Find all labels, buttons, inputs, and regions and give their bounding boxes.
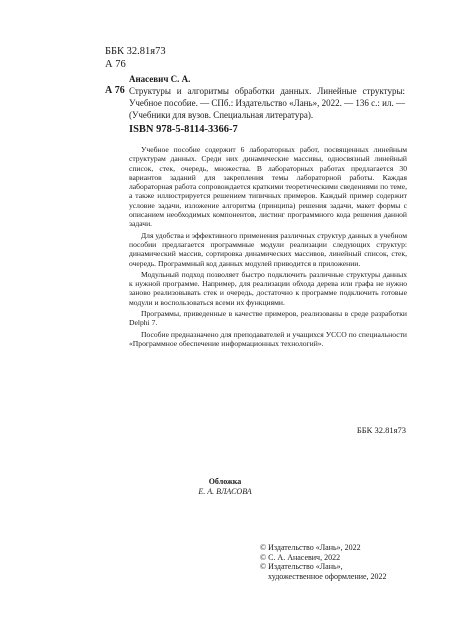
annotation-paragraph: Учебное пособие содержит 6 лабораторных работ, посвященных линейным структурам данных. Среди них динамические массивы, односвязный линейный список, стек, очередь, множества. В лабораторных работах предлагается 30 вариантов заданий для закрепления темы лабораторной работы. Каждая лабораторная работа сопровождается краткими теоретическими сведениями по теме, а также иллюстрируется решением типичных примеров. Каждый пример содержит условие задачи, изложение алгоритма (принципа) решения задачи, макет формы с описанием необходимых компонентов, листинг программного кода решения данной задачи.: [129, 145, 407, 229]
bbk-header: [105, 45, 166, 71]
copyright-line: © Издательство «Лань», 2022: [260, 543, 361, 552]
annotation-paragraph: Программы, приведенные в качестве примеров, реализованы в среде разработки Delphi 7.: [129, 309, 407, 328]
annotation-paragraph: Модульный подход позволяет быстро подключить различные структуры данных к нужной программе. Например, для реализации обхода дерева или графа не нужно заново реализовывать стек и очередь, достаточно к программе подключить готовые модули и воспользоваться всеми их функциями.: [129, 269, 407, 307]
author-name: Анасевич С. А.: [129, 74, 191, 84]
annotation-paragraph: Для удобства и эффективного применения различных структур данных в учебном пособии предлагается программные модули реализации следующих структур: динамический массив, сортировка динамических массивов, линейный список, стек, очередь. Программный код данных модулей приводится в приложении.: [129, 230, 407, 268]
copyright-line: © Издательство «Лань»,: [260, 562, 343, 572]
cover-label: Обложка: [208, 477, 242, 486]
isbn: ISBN 978-5-8114-3366-7: [129, 124, 238, 135]
bibliographic-record: [105, 73, 405, 121]
record-code: А 76: [105, 85, 125, 96]
bbk-footer: ББК 32.81я73: [356, 425, 406, 435]
annotation-paragraph: Пособие предназначено для преподавателей и учащихся УССО по специальности «Программное обеспечение информационных технологий».: [129, 329, 407, 348]
copyright-line: © С. А. Анасевич, 2022: [260, 552, 341, 562]
bbk-index: ББК 32.81я73: [105, 46, 166, 57]
cover-credit: [0, 477, 450, 497]
copyright-line: художественное оформление, 2022: [268, 571, 387, 581]
bibliographic-description: Структуры и алгоритмы обработки данных. Линейные структуры: Учебное пособие. — СПб.: Издательство «Лань», 2022. — 136 с.: ил. — (Учебники для вузов. Специальная литература).: [129, 86, 405, 120]
copyright-block: [260, 543, 387, 581]
classification-code: А 76: [105, 59, 126, 70]
annotation: [129, 145, 407, 350]
cover-designer: Е. А. ВЛАСОВА: [198, 487, 252, 496]
